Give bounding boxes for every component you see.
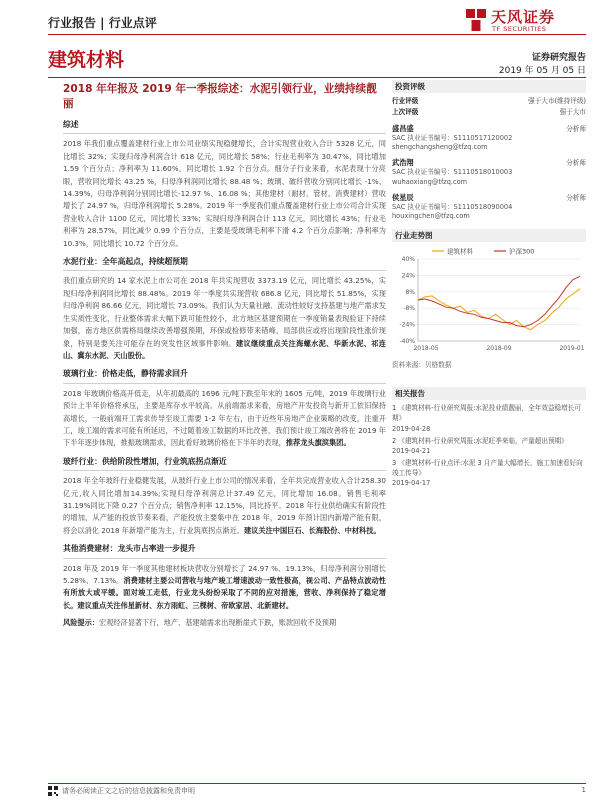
related-report-date: 2019-04-21 (392, 446, 431, 455)
report-title: 2018 年年报及 2019 年一季报综述：水泥引领行业，业绩持续靓丽 (63, 83, 377, 110)
risk-warning: 风险提示：宏观经济显著下行，地产、基建端需求出现断崖式下跌，账款回收不及预期 (63, 618, 337, 628)
industry-trend-chart (392, 245, 586, 355)
analyst-card: 武浩翔 分析师 SAC 执业证书编号：S1110518010003 wuhaoxiang@tfzq.com (392, 158, 586, 186)
y-tick-label: -8% (403, 305, 415, 313)
analyst-license: SAC 执业证书编号：S1110518090004 (392, 202, 513, 211)
analyst-name: 盛昌盛 (392, 124, 414, 133)
x-tick-label: 2019-01 (559, 345, 585, 353)
analyst-card: 侯星辰 分析师 SAC 执业证书编号：S1110518090004 houxingchen@tfzq.com (392, 192, 586, 221)
cement-recommendation: 建议继续重点关注海螺水泥、华新水泥、祁连山、冀东水泥、天山股份。 (63, 338, 386, 360)
analyst-email[interactable]: shengchangsheng@tfzq.com (392, 143, 488, 152)
rating-heading: 投资评级 (392, 80, 586, 93)
header-divider (48, 34, 586, 35)
y-tick-label: 8% (405, 289, 415, 297)
analyst-email[interactable]: houxingchen@tfzq.com (392, 212, 470, 221)
analyst-license: SAC 执业证书编号：S1110518010003 (392, 168, 513, 177)
related-report-link[interactable]: 2 《建筑材料-行业研究周报:水泥旺季来临，产量超出预期》 (392, 436, 568, 445)
main-content (63, 82, 386, 632)
report-category: 行业报告 | 行业点评 (48, 16, 157, 30)
analyst-card: 盛昌盛 分析师 SAC 执业证书编号：S1110517120002 shengchangsheng@tfzq.com (392, 124, 586, 152)
industry-trend-chart-box (392, 229, 586, 369)
analyst-name: 武浩翔 (392, 158, 414, 168)
related-report-link[interactable]: 1 《建筑材料-行业研究周报:水泥投业绩靓丽，全年效益稳增长可期》 (392, 404, 581, 423)
legend-label: 建筑材料 (447, 247, 473, 256)
report-date: 2019 年 05 月 05 日 (498, 66, 586, 76)
y-tick-label: 24% (401, 272, 415, 280)
series-line-building-materials (418, 289, 580, 330)
report-type: 证券研究报告 (531, 53, 586, 63)
footer-divider (48, 783, 586, 784)
related-reports (392, 387, 586, 488)
x-tick-label: 2018-09 (486, 345, 512, 353)
company-logo (465, 4, 585, 38)
y-tick-label: -40% (399, 338, 415, 346)
analyst-email[interactable]: wuhaoxiang@tfzq.com (392, 177, 468, 186)
analyst-license: SAC 执业证书编号：S1110517120002 (392, 134, 513, 142)
cement-paragraph: 我们重点研究的 14 家水泥上市公司在 2018 年共实现营收 3373.19 亿元，同比增长 43.25%，实现归母净利润同比增长 88.48%。2019 年一季度共实现营收 686.8 亿元，同比增长 51.85%，实现归母净利润 86.66 亿元，同比增长 73.09%。我们认为天量社融、流动性较好支持基建与地产需求发生实质性变化，行业整体需求大幅下跌可能性较小，北方地区基建预期在一季度销量表现验证下持续加强，南方地区供需格局继续改善增强预期，环保或检修带来错峰，局部供应或将出现阶段性涨价现象，特别是要关注可能存在的突发性区域事件影响。建议继续重点关注海螺水泥、华新水泥、祁连山、冀东水泥、天山股份。 (63, 276, 386, 360)
section-heading-cement: 水泥行业：全年高起点，持续超预期 (63, 252, 386, 271)
industry-name: 建筑材料 (48, 49, 125, 71)
fiberglass-recommendation: 建议关注中国巨石、长海股份、中材科技。 (244, 525, 381, 535)
analyst-name: 侯星辰 (392, 192, 414, 202)
previous-rating: 上次评级 强于大市 (392, 108, 586, 116)
related-report-date: 2019-04-17 (392, 479, 431, 488)
footer-disclaimer: 请务必阅读正文之后的信息披露和免责申明 (62, 787, 195, 795)
glass-paragraph: 2018 年玻璃价格高开低走，从年初最高的 1696 元/吨下跌至年末的 1605 元/吨，2019 年玻璃行业预计上半年价格将承压，主要是库存水平较高。从前端需求来看，房地产开发投资与新开工依旧保持高增长，一般前端开工需求传导至竣工需要 1-2 年左右，由于近些年房地产企业策略的改变，注重开工，竣工端的需求可能有所延迟，不过随着竣工数据的环比改善，我们预计竣工端改善将在 2019 年下半年逐步体现，推振玻璃需求，因此看好玻璃价格在下半年的表现，推荐龙头旗滨集团。 (63, 388, 386, 448)
sidebar (392, 80, 586, 488)
section-heading-summary: 综述 (63, 115, 386, 134)
trend-heading: 行业走势图 (392, 229, 586, 242)
related-report-link[interactable]: 3 《建筑材料-行业点评:水泥 3 月产量大幅增长，施工加速看好向竣工传导》 (392, 458, 583, 478)
fiberglass-paragraph: 2018 年全年玻纤行业稳健发展，从玻纤行业上市公司的情况来看，全年共完成营业收入合计258.30亿元,收入同比增加14.39%;实现归母净利润总计37.49 亿元，同比增加 16.08。销售毛利率 31.19%同比下降 0.27 个百分点；销售净利率 12.15%，同比持平。2018 年行业供给确实有阶段性的增加，从产能的投放节奏来看，产能投放主要集中在 2018 年，2019 年预计国内新增产能有限，将会以消化 2018 年新增产能为主，行业筑底拐点渐近。建议关注中国巨石、长海股份、中材科技。 (63, 476, 386, 535)
title-divider (48, 77, 586, 78)
glass-recommendation: 推荐龙头旗滨集团。 (285, 438, 351, 448)
qr-code-icon (48, 786, 58, 796)
logo-text: 天风证券 (491, 8, 556, 26)
logo-english: TF SECURITIES (492, 25, 547, 33)
industry-rating: 行业评级 强于大市(维持评级) (392, 97, 586, 105)
logo-mark-icon (465, 8, 487, 32)
summary-paragraph: 2018 年我们重点覆盖建材行业上市公司业绩实现稳健增长，合计实现营业收入合计 5328 亿元，同比增长 32%；实现归母净利润合计 618 亿元，同比增长 58%；行业毛利率为 30.47%，同比增加 1.59 个百分点；净利率为 11.60%，同比增长 1.92 个百分点。细分子行业来看，水泥表现十分亮眼，营收同比增长 43.25 %，归母净利润同比增长 88.48 %；玻璃、破纤营收分别同比增长 -1%、14.39%，归母净利润分别同比增长-12.97 %、16.08 %；其他建材（耐材、管材、消费建材）营收增长了 24.97 %，归母净利润增长 5.28%。2019 年一季度我们重点覆盖建材行业上市公司合计实现营业收入合计 1100 亿元，同比增长 33%；实现归母净利润合计 113 亿元，同比增长 43%；行业毛利率为 28.57%，同比减少 0.99 个百分点，主要是受玻璃毛利率下滑 4.2 个百分点影响；净利率为 10.3%，同比增长 10.72 个百分点。 (63, 139, 386, 248)
legend-label: 沪深300 (509, 247, 535, 256)
related-report-date: 2019-04-28 (392, 424, 431, 433)
y-tick-label: -24% (399, 321, 415, 329)
chart-source: 资料来源：贝格数据 (392, 361, 452, 370)
risk-label: 风险提示： (63, 618, 99, 628)
related-heading: 相关报告 (392, 387, 586, 400)
series-line-csi300 (418, 277, 580, 327)
section-heading-glass: 玻璃行业：价格走低，静待需求回升 (63, 364, 386, 383)
x-tick-label: 2018-05 (413, 345, 439, 353)
section-heading-consumer: 其他消费建材：龙头市占率进一步提升 (63, 539, 386, 558)
section-heading-fiberglass: 玻纤行业：供给阶段性增加，行业筑底拐点渐近 (63, 452, 386, 471)
consumer-paragraph: 2018 年及 2019 年一季度其他建材板块营收分别增长了 24.97 %、19.13%，归母净利润分别增长 5.28%、7.13%。消费建材主要公司营收与地产竣工增速波动一致性极高，视公司、产品特点波动性有所放大或平缓。面对竣工走低，行业龙头纷纷采取了不同的应对措施，营收、净利保持了稳定增长。建议重点关注伟星新材、东方雨虹、三棵树、帝欧家居、北新建材。 (63, 563, 386, 610)
consumer-recommendation: 消费建材主要公司营收与地产竣工增速波动一致性极高，视公司、产品特点波动性有所放大或平缓。面对竣工走低，行业龙头纷纷采取了不同的应对措施，营收、净利保持了稳定增长。建议重点关注伟星新材、东方雨虹、三棵树、帝欧家居、北新建材。 (63, 576, 386, 610)
page-number: 1 (581, 786, 586, 794)
y-tick-label: 40% (401, 256, 415, 264)
